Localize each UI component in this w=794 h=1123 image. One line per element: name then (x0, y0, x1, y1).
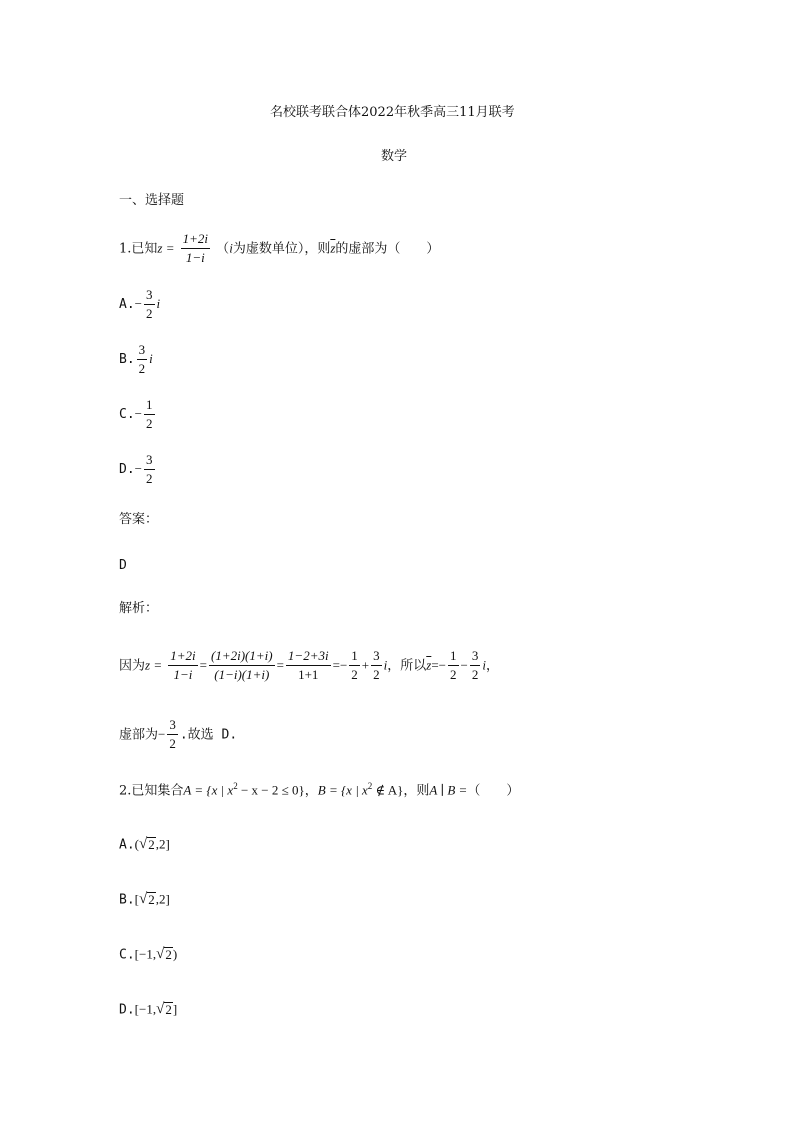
option-label: B. (119, 351, 135, 367)
q2-set-a: A = {x | x (183, 782, 234, 798)
option-open: [−1, (134, 1001, 157, 1017)
equals-sign: = (199, 657, 207, 673)
option-rest: ] (172, 1001, 178, 1017)
section-title: 一、选择题 (119, 193, 185, 208)
fraction-num: 1 (144, 398, 155, 415)
option-label: D. (119, 1002, 135, 1018)
q2-option-b[interactable] (119, 892, 170, 907)
q1-fraction-den: 1−i (185, 250, 205, 266)
analysis-lead: 因为 (119, 658, 146, 674)
q2-option-a[interactable] (119, 837, 170, 852)
fraction-num: 1+2i (168, 649, 197, 666)
option-sign: − (134, 405, 142, 421)
minus-sign: − (158, 726, 166, 742)
analysis-zbar: $\overline{z}$ (426, 657, 432, 673)
option-sign: − (134, 460, 142, 476)
analysis-so: ，所以 (387, 658, 427, 674)
fraction-den: 2 (450, 667, 457, 683)
analysis-line2-fraction (167, 718, 178, 752)
q2-set-a-rest: − x − 2 ≤ 0} (237, 782, 305, 798)
analysis-fraction-three-halves-2 (470, 649, 481, 683)
analysis-line-2 (119, 718, 237, 752)
option-tail: i (156, 295, 161, 311)
q2-set-b-sup: 2 (367, 781, 373, 791)
option-tail: i (149, 350, 153, 366)
minus-sign: − (460, 657, 468, 673)
q2-bracket: （ ） (467, 783, 520, 799)
fraction-num: 3 (144, 288, 155, 305)
plus-sign: + (361, 657, 370, 673)
option-label: D. (119, 461, 135, 477)
option-rest: ,2] (155, 891, 170, 907)
fraction-num: 3 (137, 343, 148, 360)
analysis-end-comma: ， (485, 658, 499, 674)
analysis-line2-lead: 虚部为 (119, 727, 159, 743)
sqrt-radicand: 2 (148, 892, 155, 907)
sqrt-radicand: 2 (165, 1002, 172, 1017)
fraction-num: (1+2i)(1+i) (209, 649, 275, 666)
sqrt-radicand: 2 (165, 947, 172, 962)
q2-option-c[interactable] (119, 947, 177, 962)
option-rest: ,2] (155, 836, 170, 852)
q2-expr: A ∣ B = (429, 782, 468, 798)
option-rest: ) (172, 946, 178, 962)
q1-i-var: i (229, 240, 233, 256)
fraction-den: 2 (373, 667, 380, 683)
q2-set-b: B = {x | x (317, 782, 368, 798)
equals-sign: = (431, 657, 439, 673)
option-label: B. (119, 892, 135, 908)
fraction-den: 2 (471, 667, 479, 683)
fraction-den: 2 (169, 736, 176, 752)
fraction-den: (1−i)(1+i) (214, 667, 270, 683)
sqrt-symbol: √ 2 (139, 891, 155, 908)
analysis-line2-end: .故选 D. (179, 727, 238, 743)
minus-sign: − (339, 657, 348, 673)
fraction-num: 1 (448, 649, 459, 666)
option-fraction (144, 288, 155, 322)
option-fraction (144, 398, 155, 432)
minus-sign: − (438, 657, 447, 673)
q1-prefix: 1.已知 (119, 241, 158, 257)
question-1 (119, 232, 439, 266)
answer-label: 答案： (119, 512, 159, 527)
analysis-fraction-1 (168, 649, 197, 683)
option-fraction (144, 453, 155, 487)
analysis-fraction-three-halves (371, 649, 382, 683)
q1-zbar: $\overline{z}$ (330, 240, 336, 256)
q1-option-d[interactable] (119, 453, 157, 487)
answer-value: D (119, 558, 127, 573)
q1-fraction-num: 1+2i (181, 232, 210, 249)
q1-option-a[interactable] (119, 288, 160, 322)
analysis-label: 解析： (119, 601, 159, 616)
option-label: C. (119, 406, 135, 422)
sqrt-symbol: √ 2 (139, 836, 155, 853)
analysis-fraction-3 (286, 649, 331, 683)
q1-fraction (181, 232, 210, 266)
q1-option-b[interactable] (119, 343, 153, 377)
sqrt-symbol: √ 2 (156, 1001, 172, 1018)
fraction-den: 2 (146, 306, 153, 322)
page-title: 名校联考联合体2022年秋季高三11月联考 (270, 105, 515, 120)
option-label: C. (119, 947, 135, 963)
q1-suffix-end: 的虚部为（ ） (335, 241, 440, 257)
q1-suffix-mid: 为虚数单位），则 (232, 241, 331, 257)
option-sign: − (134, 295, 142, 311)
q2-set-b-rest: ∉ A} (372, 782, 404, 798)
q1-z-eq: z = (157, 240, 175, 256)
sqrt-symbol: √ 2 (156, 946, 172, 963)
analysis-fraction-2 (209, 649, 275, 683)
option-open: ( (134, 836, 139, 852)
fraction-den: 1+1 (298, 667, 319, 683)
fraction-num: 1−2+3i (286, 649, 331, 666)
option-fraction (137, 343, 148, 377)
imag-unit: i (383, 657, 388, 673)
option-open: [ (134, 891, 139, 907)
imag-unit: i (482, 657, 486, 673)
analysis-fraction-half (349, 649, 360, 683)
q1-option-c[interactable] (119, 398, 157, 432)
fraction-num: 3 (144, 453, 155, 470)
q2-prefix: 2.已知集合 (119, 783, 184, 799)
fraction-num: 3 (371, 649, 382, 666)
fraction-den: 2 (146, 471, 153, 487)
q2-suffix: ，则 (403, 783, 430, 799)
q2-sep: ， (304, 783, 318, 799)
analysis-z-eq: z = (145, 657, 163, 673)
fraction-den: 2 (138, 361, 146, 377)
fraction-num: 1 (349, 649, 360, 666)
option-label: A. (119, 296, 135, 312)
q2-set-a-sup: 2 (233, 781, 238, 791)
fraction-den: 1−i (173, 667, 193, 683)
fraction-num: 3 (167, 718, 178, 735)
option-open: [−1, (134, 946, 157, 962)
q2-option-d[interactable] (119, 1002, 177, 1017)
analysis-line-1 (119, 649, 499, 683)
subject-title: 数学 (381, 149, 408, 164)
question-2 (119, 782, 519, 797)
fraction-den: 2 (146, 416, 153, 432)
equals-sign: = (332, 657, 340, 673)
analysis-fraction-half-2 (448, 649, 459, 683)
equals-sign: = (276, 657, 284, 673)
sqrt-radicand: 2 (148, 837, 155, 852)
q1-suffix-open: （ (216, 241, 230, 257)
fraction-den: 2 (351, 667, 358, 683)
fraction-num: 3 (470, 649, 481, 666)
option-label: A. (119, 837, 135, 853)
